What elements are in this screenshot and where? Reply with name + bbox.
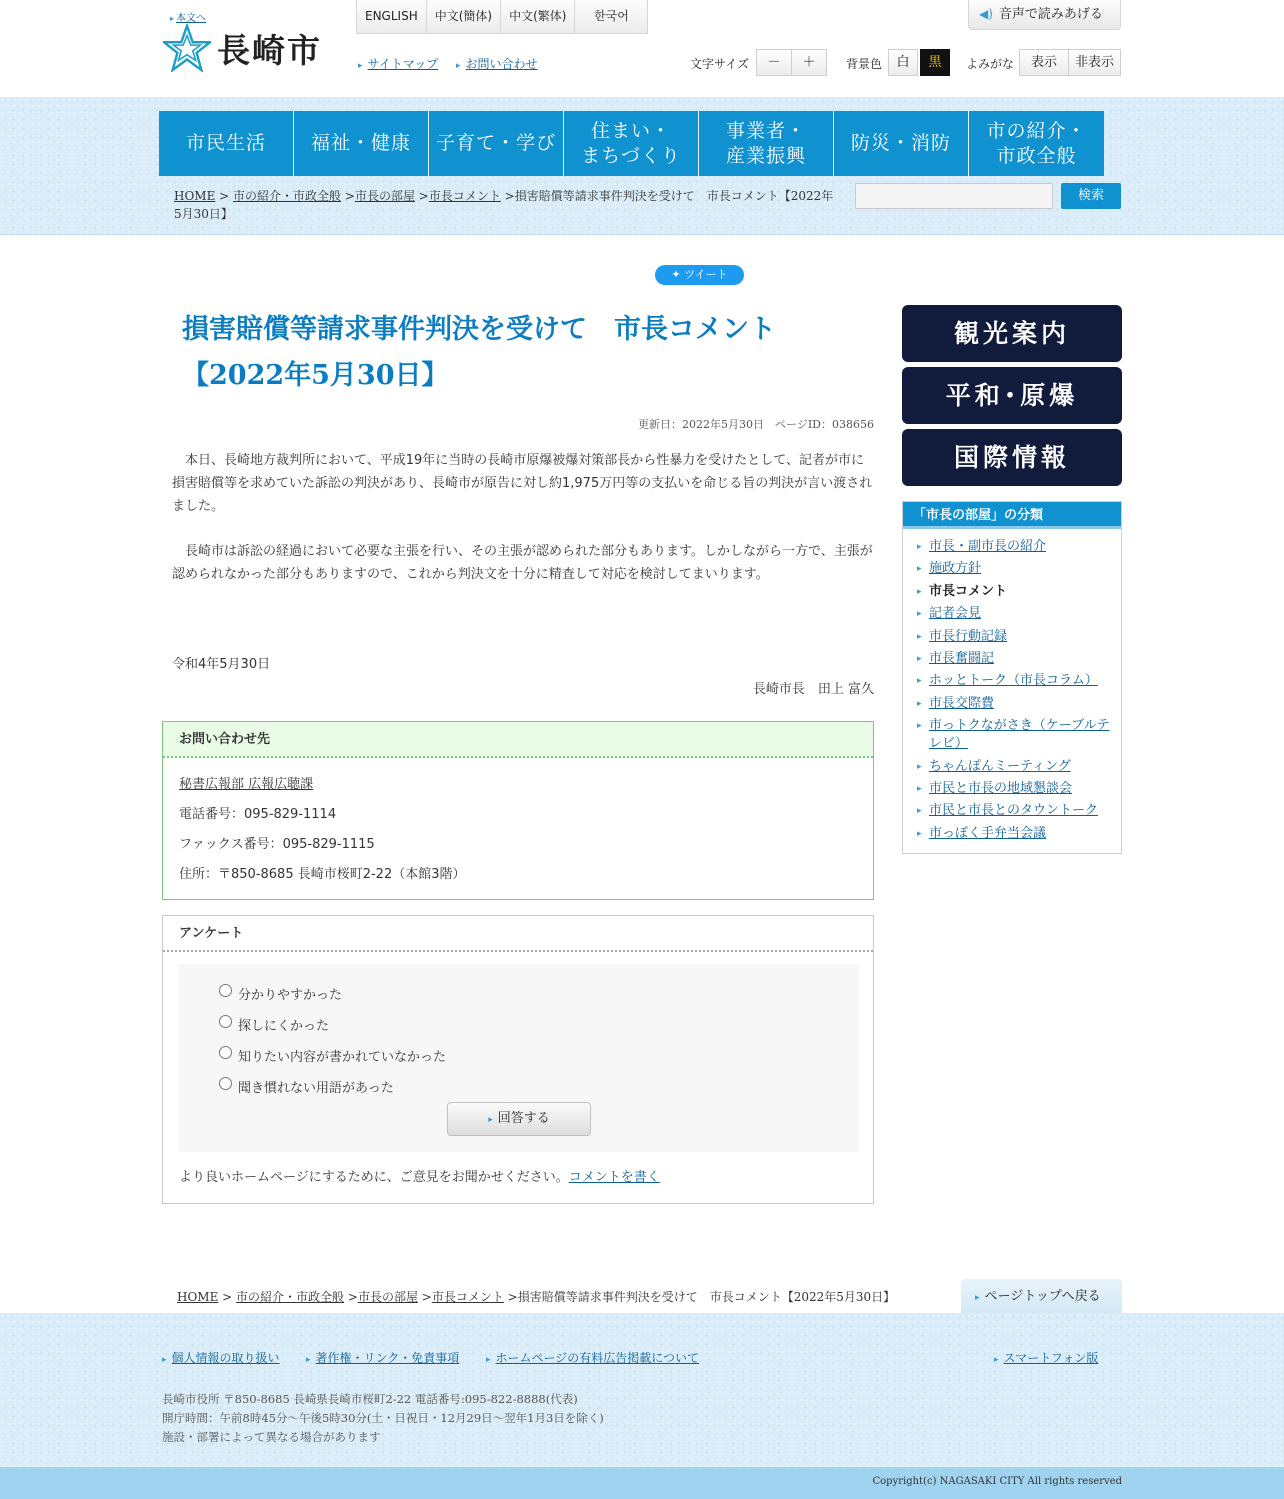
speaker-icon: ◀): [979, 7, 993, 21]
survey-option[interactable]: [219, 1077, 394, 1096]
list-item[interactable]: [917, 802, 1117, 820]
comment-link[interactable]: コメントを書く: [568, 1170, 660, 1185]
copyright-bar: [0, 1467, 1284, 1499]
survey-option-label: 分かりやすかった: [238, 988, 343, 1003]
category-link[interactable]: 市民と市長とのタウントーク: [929, 803, 1099, 819]
category-link[interactable]: 市長行動記録: [929, 628, 1008, 644]
skip-to-content-link[interactable]: ▸ 本文へ: [170, 9, 206, 24]
radio-button[interactable]: [219, 1077, 232, 1090]
radio-button[interactable]: [219, 1046, 232, 1059]
category-list: [917, 538, 1117, 847]
privacy-link[interactable]: ▸ 個人情報の取り扱い: [162, 1349, 280, 1366]
radio-button[interactable]: [219, 1015, 232, 1028]
font-size-decrease-button[interactable]: －: [756, 49, 792, 76]
font-size-increase-button[interactable]: ＋: [791, 49, 827, 76]
article-date: 令和4年5月30日: [172, 657, 271, 672]
page-title: 損害賠償等請求事件判決を受けて 市長コメント【2022年5月30日】: [182, 314, 776, 391]
logo-text: 長崎市: [217, 30, 322, 70]
category-link[interactable]: 市長奮闘記: [929, 650, 995, 666]
list-item[interactable]: [917, 758, 1117, 776]
site-header: [0, 0, 1284, 97]
list-item[interactable]: [917, 560, 1117, 578]
ad-info-link[interactable]: ▸ ホームページの有料広告掲載について: [486, 1349, 699, 1366]
breadcrumb-current: 損害賠償等請求事件判決を受けて 市長コメント【2022年5月30日】: [517, 1290, 896, 1304]
list-item[interactable]: [917, 695, 1117, 713]
breadcrumb-mayor-comment[interactable]: 市長コメント: [431, 1290, 504, 1304]
category-link[interactable]: 市っトクながさき（ケーブルテレビ）: [929, 718, 1110, 752]
contact-box: [162, 721, 874, 900]
search-button[interactable]: 検索: [1061, 183, 1121, 209]
sitemap-link[interactable]: ▸ サイトマップ: [358, 55, 438, 72]
contact-address: 住所：〒850-8685 長崎市桜町2-22（本館3階）: [179, 867, 466, 882]
copyright-text: Copyright(c) NAGASAKI CITY All rights reserved: [872, 1476, 1122, 1487]
nav-childcare-learning[interactable]: 子育て・学び: [429, 111, 564, 176]
survey-option-label: 探しにくかった: [238, 1019, 330, 1034]
category-link[interactable]: 市っぽく手弁当会議: [929, 825, 1047, 841]
lang-english[interactable]: ENGLISH: [357, 0, 427, 33]
contact-phone: 電話番号：095-829-1114: [179, 807, 337, 822]
lang-chinese-traditional[interactable]: 中文(繁体): [501, 0, 575, 33]
breadcrumb: HOME > 市の紹介・市政全般 >市長の部屋 >市長コメント >損害賠償等請求事件判決を受けて 市長コメント【2022年5月30日】: [174, 189, 834, 221]
breadcrumb-city-government[interactable]: 市の紹介・市政全般: [236, 1290, 345, 1304]
tweet-button[interactable]: [655, 265, 744, 285]
contact-link[interactable]: ▸ お問い合わせ: [456, 55, 538, 72]
page-top-button[interactable]: ▸ ページトップへ戻る: [961, 1279, 1122, 1314]
breadcrumb-home[interactable]: HOME: [177, 1290, 219, 1304]
global-nav: [159, 111, 1104, 176]
nav-welfare-health[interactable]: 福祉・健康: [294, 111, 429, 176]
survey-option[interactable]: [219, 1046, 446, 1065]
footer-breadcrumb: HOME > 市の紹介・市政全般 >市長の部屋 >市長コメント >損害賠償等請求事件判決を受けて 市長コメント【2022年5月30日】: [177, 1290, 896, 1304]
language-bar: [356, 0, 648, 34]
list-item[interactable]: [917, 650, 1117, 668]
banner-international[interactable]: 国際情報: [902, 429, 1122, 486]
category-link[interactable]: 市民と市長の地域懇談会: [929, 780, 1073, 796]
category-title: 「市長の部屋」の分類: [903, 502, 1121, 529]
survey-title: アンケート: [163, 916, 873, 952]
list-item[interactable]: [917, 717, 1117, 753]
banner-tourism[interactable]: 観光案内: [902, 305, 1122, 362]
twitter-bird-icon: ✦: [671, 268, 685, 281]
contact-box-title: お問い合わせ先: [163, 722, 873, 758]
yomigana-label: よみがな: [966, 57, 1015, 71]
search-input[interactable]: [855, 183, 1053, 209]
category-link[interactable]: 市長交際費: [929, 695, 995, 711]
yomigana-show-button[interactable]: 表示: [1019, 49, 1069, 76]
survey-box: [162, 915, 874, 1204]
survey-option[interactable]: [219, 1015, 329, 1034]
bg-black-button[interactable]: 黒: [920, 49, 950, 76]
nav-city-government[interactable]: 市の紹介・ 市政全般: [969, 111, 1104, 176]
list-item-current: [917, 583, 1117, 601]
survey-option-label: 知りたい内容が書かれていなかった: [238, 1050, 447, 1065]
bg-color-label: 背景色: [846, 57, 883, 71]
category-current: 市長コメント: [929, 583, 1008, 599]
breadcrumb-home[interactable]: HOME: [174, 189, 216, 203]
footer-hours: 開庁時間：午前8時45分～午後5時30分(土・日祝日・12月29日～翌年1月3日を除く): [162, 1411, 604, 1425]
category-link[interactable]: 施政方針: [929, 561, 982, 577]
update-meta: 更新日：2022年5月30日 ページID：038656: [638, 418, 874, 431]
footer-address: 長崎市役所 〒850-8685 長崎県長崎市桜町2-22 電話番号:095-822-8888(代表): [162, 1392, 578, 1406]
star-logo-icon: [163, 24, 211, 72]
site-footer: [0, 1313, 1284, 1467]
contact-fax: ファックス番号：095-829-1115: [179, 837, 375, 852]
site-logo[interactable]: [163, 24, 322, 72]
lang-chinese-simplified[interactable]: 中文(簡体): [427, 0, 501, 33]
list-item[interactable]: [917, 672, 1117, 690]
category-link[interactable]: ホッとトーク（市長コラム）: [929, 673, 1098, 689]
survey-note-text: より良いホームページにするために、ご意見をお聞かせください。: [179, 1170, 569, 1185]
survey-form: [179, 964, 859, 1152]
mayor-signature: 長崎市長 田上 富久: [752, 682, 874, 697]
list-item[interactable]: [917, 825, 1117, 843]
read-aloud-button[interactable]: [968, 0, 1121, 30]
nav-citizen-life[interactable]: 市民生活: [159, 111, 294, 176]
lang-korean[interactable]: 한국어: [594, 9, 629, 23]
nav-business-industry[interactable]: 事業者・ 産業振興: [699, 111, 834, 176]
category-link[interactable]: 市長・副市長の紹介: [929, 539, 1047, 554]
survey-submit-button[interactable]: ▸ 回答する: [447, 1102, 591, 1136]
navigation-band: [0, 97, 1284, 235]
category-link[interactable]: 記者会見: [929, 606, 982, 622]
mayor-room-categories: [902, 501, 1122, 854]
banner-peace[interactable]: 平和･原爆: [902, 367, 1122, 424]
article-paragraph: 長崎市は訴訟の経過において必要な主張を行い、その主張が認められた部分もあります。しかしながら一方で、主張が認められなかった部分もありますので、これから判決文を十分に精査して対応を検討してまいります。: [172, 544, 873, 582]
breadcrumb-mayor-comment[interactable]: 市長コメント: [428, 189, 501, 203]
nav-disaster-fire[interactable]: 防災・消防: [834, 111, 969, 176]
contact-dept-link[interactable]: 秘書広報部 広報広聴課: [179, 777, 314, 792]
read-aloud-label: 音声で読みあげる: [998, 7, 1103, 22]
bg-white-button[interactable]: 白: [888, 49, 918, 76]
survey-note: [179, 1166, 660, 1185]
list-item[interactable]: [917, 780, 1117, 798]
article-paragraph: 本日、長崎地方裁判所において、平成19年に当時の長崎市原爆被爆対策部長から性暴力を受けたとして、記者が市に損害賠償等を求めていた訴訟の判決があり、長崎市が原告に対し約1,975万円等の支払いを命じる旨の判決が言い渡されました。: [172, 453, 873, 514]
list-item[interactable]: [917, 628, 1117, 646]
breadcrumb-mayor-room[interactable]: 市長の部屋: [357, 1290, 418, 1304]
footer-note: 施設・部署によって異なる場合があります: [162, 1430, 381, 1444]
breadcrumb-mayor-room[interactable]: 市長の部屋: [354, 189, 415, 203]
survey-option-label: 聞き慣れない用語があった: [238, 1081, 394, 1096]
survey-option[interactable]: [219, 984, 342, 1003]
radio-button[interactable]: [219, 984, 232, 997]
nav-housing-town[interactable]: 住まい・ まちづくり: [564, 111, 699, 176]
list-item[interactable]: [917, 538, 1117, 556]
font-size-label: 文字サイズ: [690, 57, 750, 71]
breadcrumb-current: 損害賠償等請求事件判決を受けて 市長コメント【2022年5月30日】: [174, 189, 834, 221]
copyright-link[interactable]: ▸ 著作権・リンク・免責事項: [306, 1349, 459, 1366]
tweet-label: ツイート: [684, 268, 728, 281]
yomigana-hide-button[interactable]: 非表示: [1068, 49, 1121, 76]
smartphone-link[interactable]: ▸ スマートフォン版: [994, 1349, 1098, 1366]
breadcrumb-city-government[interactable]: 市の紹介・市政全般: [233, 189, 342, 203]
category-link[interactable]: ちゃんぽんミーティング: [929, 758, 1071, 774]
list-item[interactable]: [917, 605, 1117, 623]
